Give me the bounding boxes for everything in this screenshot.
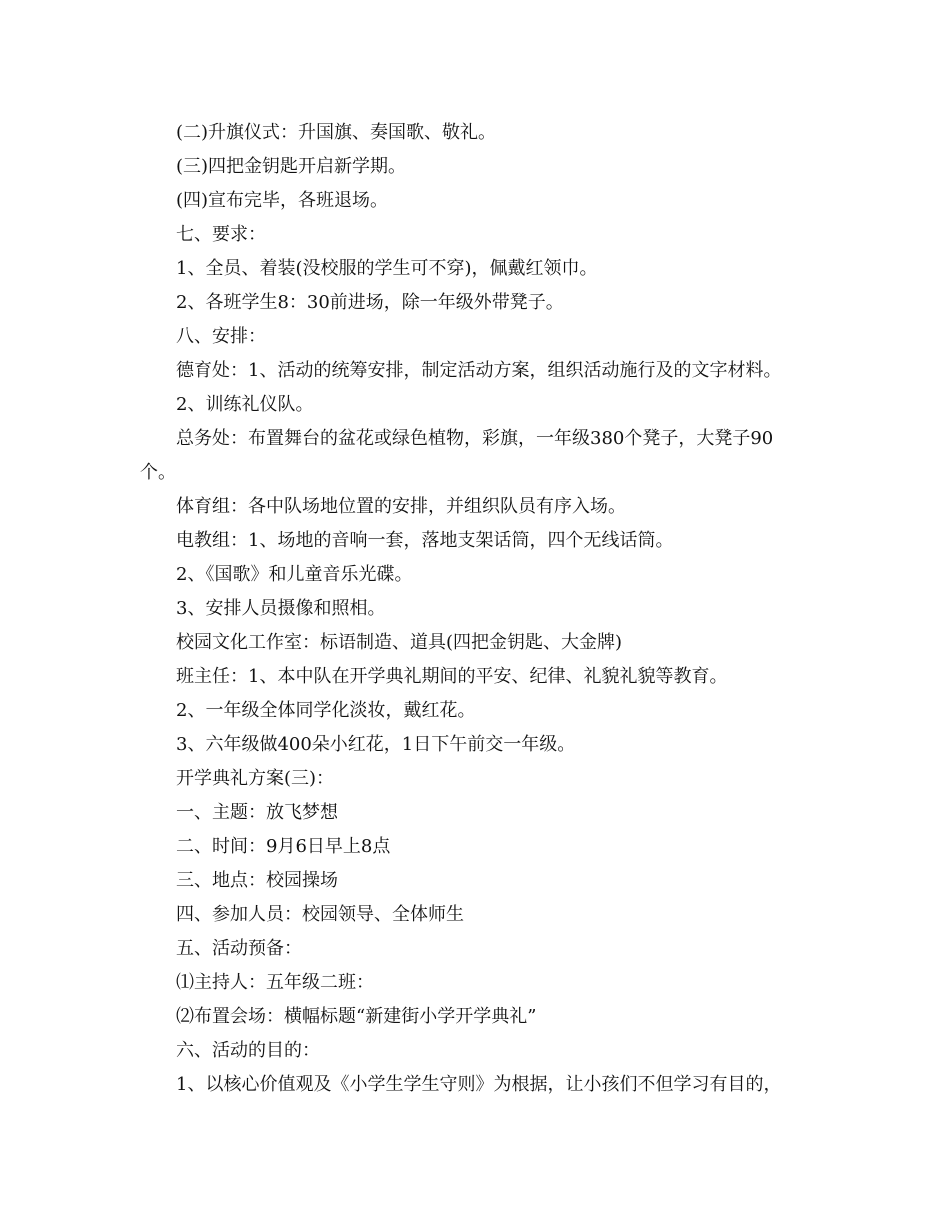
text-line: (二)升旗仪式：升国旗、奏国歌、敬礼。 bbox=[176, 122, 497, 143]
text-line: 1、全员、着装(没校服的学生可不穿)，佩戴红领巾。 bbox=[176, 258, 598, 279]
text-line: ⑵布置会场：横幅标题“新建街小学开学典礼” bbox=[176, 1006, 537, 1027]
text-line: 五、活动预备： bbox=[176, 938, 302, 959]
text-line: 3、安排人员摄像和照相。 bbox=[176, 598, 386, 619]
text-line: 一、主题：放飞梦想 bbox=[176, 802, 338, 823]
text-line: 德育处：1、活动的统筹安排，制定活动方案，组织活动施行及的文字材料。 bbox=[176, 360, 782, 381]
text-line: 2、一年级全体同学化淡妆，戴红花。 bbox=[176, 700, 476, 721]
text-line: 班主任：1、本中队在开学典礼期间的平安、纪律、礼貌礼貌等教育。 bbox=[176, 666, 728, 687]
section-heading: 八、安排： bbox=[176, 326, 266, 347]
text-line: 体育组：各中队场地位置的安排，并组织队员有序入场。 bbox=[176, 496, 626, 517]
section-heading: 七、要求： bbox=[176, 224, 266, 245]
text-line: 四、参加人员：校园领导、全体师生 bbox=[176, 904, 464, 925]
text-line: 个。 bbox=[140, 462, 176, 483]
text-line: (三)四把金钥匙开启新学期。 bbox=[176, 156, 407, 177]
text-line: 2、《国歌》和儿童音乐光碟。 bbox=[176, 564, 413, 585]
text-line: (四)宣布完毕，各班退场。 bbox=[176, 190, 389, 211]
text-line: 三、地点：校园操场 bbox=[176, 870, 338, 891]
section-heading: 开学典礼方案(三)： bbox=[176, 768, 335, 789]
text-line: 二、时间：9月6日早上8点 bbox=[176, 836, 391, 857]
text-line: 总务处：布置舞台的盆花或绿色植物，彩旗，一年级380个凳子，大凳子90 bbox=[176, 428, 774, 449]
text-line: 3、六年级做400朵小红花，1日下午前交一年级。 bbox=[176, 734, 576, 755]
text-line: 1、以核心价值观及《小学生学生守则》为根据，让小孩们不但学习有目的， bbox=[176, 1074, 782, 1095]
text-line: 2、各班学生8：30前进场，除一年级外带凳子。 bbox=[176, 292, 564, 313]
text-line: 校园文化工作室：标语制造、道具(四把金钥匙、大金牌) bbox=[176, 632, 623, 653]
text-line: ⑴主持人：五年级二班： bbox=[176, 972, 374, 993]
text-line: 电教组：1、场地的音响一套，落地支架话筒，四个无线话筒。 bbox=[176, 530, 674, 551]
text-line: 六、活动的目的： bbox=[176, 1040, 320, 1061]
text-line: 2、训练礼仪队。 bbox=[176, 394, 314, 415]
